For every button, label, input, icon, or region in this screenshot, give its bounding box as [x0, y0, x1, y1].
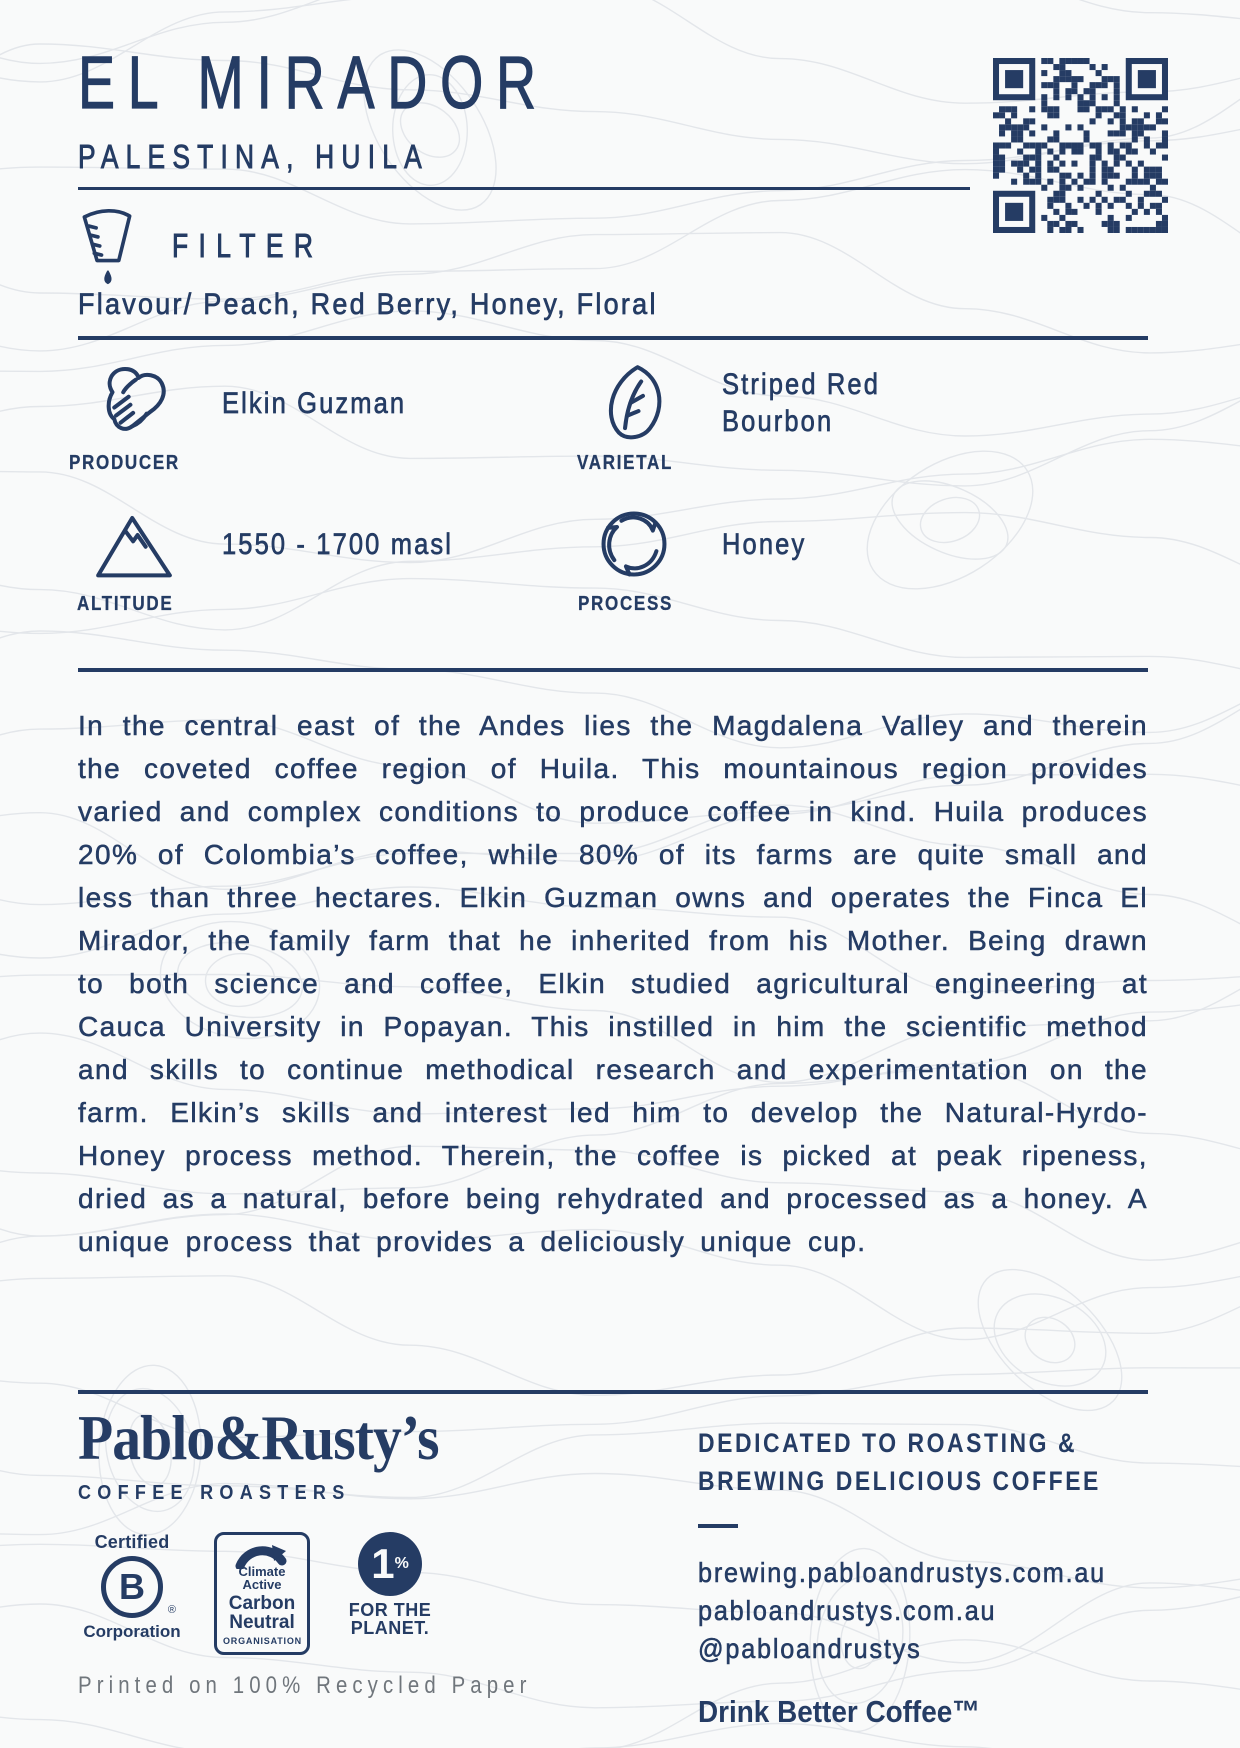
- detail-item-varietal: [578, 360, 1148, 475]
- link-instagram-handle: @pabloandrustys: [698, 1633, 922, 1664]
- registered-mark: ®: [167, 1604, 176, 1616]
- detail-value: 1550 - 1700 masl: [222, 527, 454, 561]
- link-main-site: pabloandrustys.com.au: [698, 1595, 997, 1626]
- b-corp-circle-icon: B: [101, 1556, 163, 1618]
- mountain-icon: [91, 501, 177, 587]
- corporation-label: Corporation: [83, 1622, 181, 1641]
- brew-method-label: FILTER: [172, 227, 324, 264]
- certification-badges: [80, 1532, 440, 1655]
- detail-value: Striped Red Bourbon: [722, 368, 881, 438]
- flavour-divider: [78, 336, 1148, 340]
- detail-item-process: [578, 501, 1148, 616]
- climate-active-badge: [214, 1532, 310, 1655]
- detail-value: Elkin Guzman: [222, 386, 407, 420]
- certified-label: Certified: [94, 1532, 170, 1552]
- detail-label: VARIETAL: [577, 452, 674, 474]
- header-divider: [78, 187, 970, 190]
- carbon-neutral-label: Carbon Neutral: [228, 1593, 296, 1633]
- detail-label: PROCESS: [578, 593, 674, 615]
- brew-method-row: [78, 204, 361, 288]
- detail-label: PRODUCER: [68, 452, 180, 474]
- climate-active-label: Climate Active: [238, 1564, 286, 1592]
- page-title-text: EL MIRADOR: [78, 41, 549, 124]
- one-percent-circle-icon: 1 %: [358, 1532, 422, 1596]
- page-title: [78, 41, 706, 124]
- details-divider: [78, 668, 1148, 672]
- footer-dash: [698, 1524, 738, 1528]
- flavour-text: Flavour/ Peach, Red Berry, Honey, Floral: [78, 288, 658, 321]
- detail-item-altitude: [78, 501, 578, 616]
- footer-right-column: [698, 1424, 1158, 1730]
- slogan-text: Drink Better Coffee™: [698, 1694, 981, 1729]
- b-corp-badge: [80, 1532, 184, 1642]
- footer-divider: [78, 1390, 1148, 1394]
- process-icon: [591, 501, 677, 587]
- link-brewing-site: brewing.pabloandrustys.com.au: [698, 1557, 1107, 1588]
- page-subtitle: PALESTINA, HUILA: [78, 138, 429, 175]
- description-text: In the central east of the Andes lies the Magdalena Valley and therein the coveted coffee region of Huila. This mountainous region provides varied and complex conditions to produce coffee in kind. Huila produces 20% of Colombia’s coffee, while 80% of its farms are quite small and less than three hectares. Elkin Guzman owns and operates the Finca El Mirador, the family farm that he inherited from his Mother. Being drawn to both science and coffee, Elkin studied agricultural engineering at Cauca University in Popayan. This instilled in him the scientific method and skills to continue methodical research and experimentation on the farm. Elkin’s skills and interest led him to develop the Natural-Hyrdo-Honey process method. Therein, the coffee is picked at peak ripeness, dried as a natural, before being rehydrated and processed as a honey. A unique process that provides a deliciously unique cup.: [78, 710, 1148, 1257]
- detail-grid: [68, 360, 1148, 616]
- dedication-text: DEDICATED TO ROASTING & BREWING DELICIOUS COFFEE: [698, 1428, 1101, 1496]
- detail-item-producer: [68, 360, 578, 475]
- for-the-planet-label: FOR THE PLANET.: [348, 1600, 432, 1638]
- brand-tagline: COFFEE ROASTERS: [78, 1482, 351, 1504]
- detail-value: Honey: [722, 527, 807, 561]
- recycled-paper-note: Printed on 100% Recycled Paper: [78, 1672, 532, 1699]
- footer-links: [698, 1554, 1158, 1668]
- detail-label: ALTITUDE: [77, 593, 174, 615]
- filter-dripper-icon: [78, 204, 136, 288]
- label-page: [68, 0, 1148, 1748]
- leaf-icon: [591, 360, 677, 446]
- one-percent-badge: [340, 1532, 440, 1637]
- organisation-label: ORGANISATION: [223, 1636, 302, 1646]
- brand-logo: Pablo&Rusty’s: [78, 1402, 439, 1473]
- brand-block: [78, 1402, 479, 1505]
- qr-code: [993, 58, 1168, 233]
- hands-icon: [91, 360, 177, 446]
